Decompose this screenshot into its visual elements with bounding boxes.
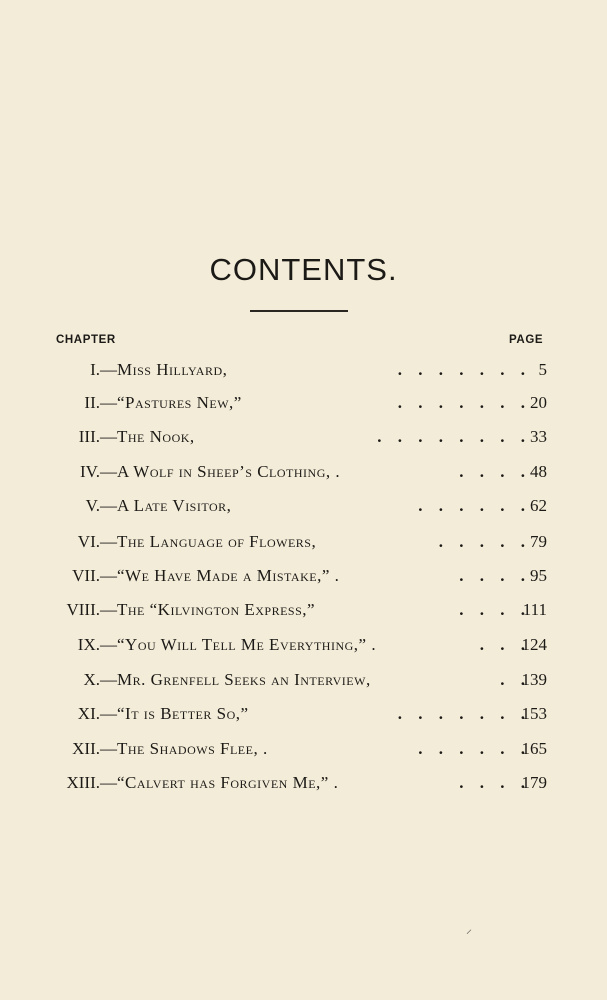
page-number: 153 bbox=[521, 704, 547, 723]
toc-entry bbox=[0, 496, 607, 526]
chapter-title: “Calvert has Forgiven Me,” . bbox=[117, 773, 339, 792]
toc-entry bbox=[0, 773, 607, 803]
leader-dots: . . . . . . . . bbox=[377, 427, 525, 446]
toc-entry bbox=[0, 635, 607, 665]
leader-dots: . . . . bbox=[459, 566, 525, 585]
leader-dots: . . . . . . bbox=[418, 496, 525, 515]
page-number: 139 bbox=[521, 670, 547, 689]
toc-entry bbox=[0, 704, 607, 734]
chapter-number: VIII.— bbox=[66, 600, 117, 619]
page-number: 62 bbox=[530, 496, 547, 515]
leader-dots: . . . . bbox=[459, 462, 525, 481]
chapter-column-header: CHAPTER bbox=[56, 334, 116, 346]
chapter-title: The Shadows Flee, . bbox=[117, 739, 268, 758]
page-number: 33 bbox=[530, 427, 547, 446]
chapter-number: XII.— bbox=[72, 739, 117, 758]
chapter-number: XIII.— bbox=[66, 773, 117, 792]
chapter-number: II.— bbox=[84, 393, 117, 412]
chapter-number: V.— bbox=[85, 496, 117, 515]
leader-dots: . . . . . . . bbox=[397, 393, 525, 412]
page-number: 111 bbox=[522, 600, 547, 619]
leader-dots: . . bbox=[500, 670, 525, 689]
page-number: 179 bbox=[521, 773, 547, 792]
chapter-number: VII.— bbox=[72, 566, 117, 585]
leader-dots: . . . . . . bbox=[418, 739, 525, 758]
chapter-number: XI.— bbox=[77, 704, 117, 723]
page-number: 95 bbox=[530, 566, 547, 585]
toc-entry bbox=[0, 532, 607, 562]
page-column-header: PAGE bbox=[509, 334, 544, 346]
chapter-title: A Late Visitor, bbox=[117, 496, 232, 515]
page-number: 165 bbox=[521, 739, 547, 758]
chapter-title: “We Have Made a Mistake,” . bbox=[117, 566, 340, 585]
page-number: 124 bbox=[521, 635, 547, 654]
toc-entry bbox=[0, 566, 607, 596]
toc-entry bbox=[0, 462, 607, 492]
page-number: 79 bbox=[530, 532, 547, 551]
chapter-number: III.— bbox=[78, 427, 117, 446]
chapter-title: Miss Hillyard, bbox=[117, 360, 228, 379]
page-number: 48 bbox=[530, 462, 547, 481]
chapter-title: Mr. Grenfell Seeks an Interview, bbox=[117, 670, 371, 689]
chapter-number: IX.— bbox=[77, 635, 117, 654]
stray-mark: ⸝ bbox=[466, 922, 473, 936]
chapter-title: “You Will Tell Me Everything,” . bbox=[117, 635, 377, 654]
chapter-number: VI.— bbox=[77, 532, 117, 551]
chapter-title: The “Kilvington Express,” bbox=[117, 600, 316, 619]
chapter-title: “Pastures New,” bbox=[117, 393, 242, 412]
chapter-title: The Nook, bbox=[117, 427, 195, 446]
chapter-title: “It is Better So,” bbox=[117, 704, 249, 723]
toc-entry bbox=[0, 600, 607, 630]
toc-entry bbox=[0, 670, 607, 700]
chapter-number: X.— bbox=[83, 670, 117, 689]
leader-dots: . . . . . . . bbox=[397, 360, 525, 379]
chapter-number: I.— bbox=[90, 360, 117, 379]
toc-entry bbox=[0, 427, 607, 457]
toc-entry bbox=[0, 393, 607, 423]
chapter-title: The Language of Flowers, bbox=[117, 532, 317, 551]
leader-dots: . . . bbox=[479, 635, 525, 654]
chapter-number: IV.— bbox=[80, 462, 117, 481]
chapter-title: A Wolf in Sheep’s Clothing, . bbox=[117, 462, 341, 481]
leader-dots: . . . . bbox=[459, 773, 525, 792]
toc-entry bbox=[0, 739, 607, 769]
leader-dots: . . . . . . . bbox=[397, 704, 525, 723]
contents-heading: CONTENTS. bbox=[209, 252, 398, 287]
toc-entry bbox=[0, 360, 607, 390]
heading-rule bbox=[250, 310, 348, 312]
leader-dots: . . . . bbox=[459, 600, 525, 619]
leader-dots: . . . . . bbox=[438, 532, 525, 551]
page-number: 5 bbox=[538, 360, 547, 379]
page-number: 20 bbox=[530, 393, 547, 412]
